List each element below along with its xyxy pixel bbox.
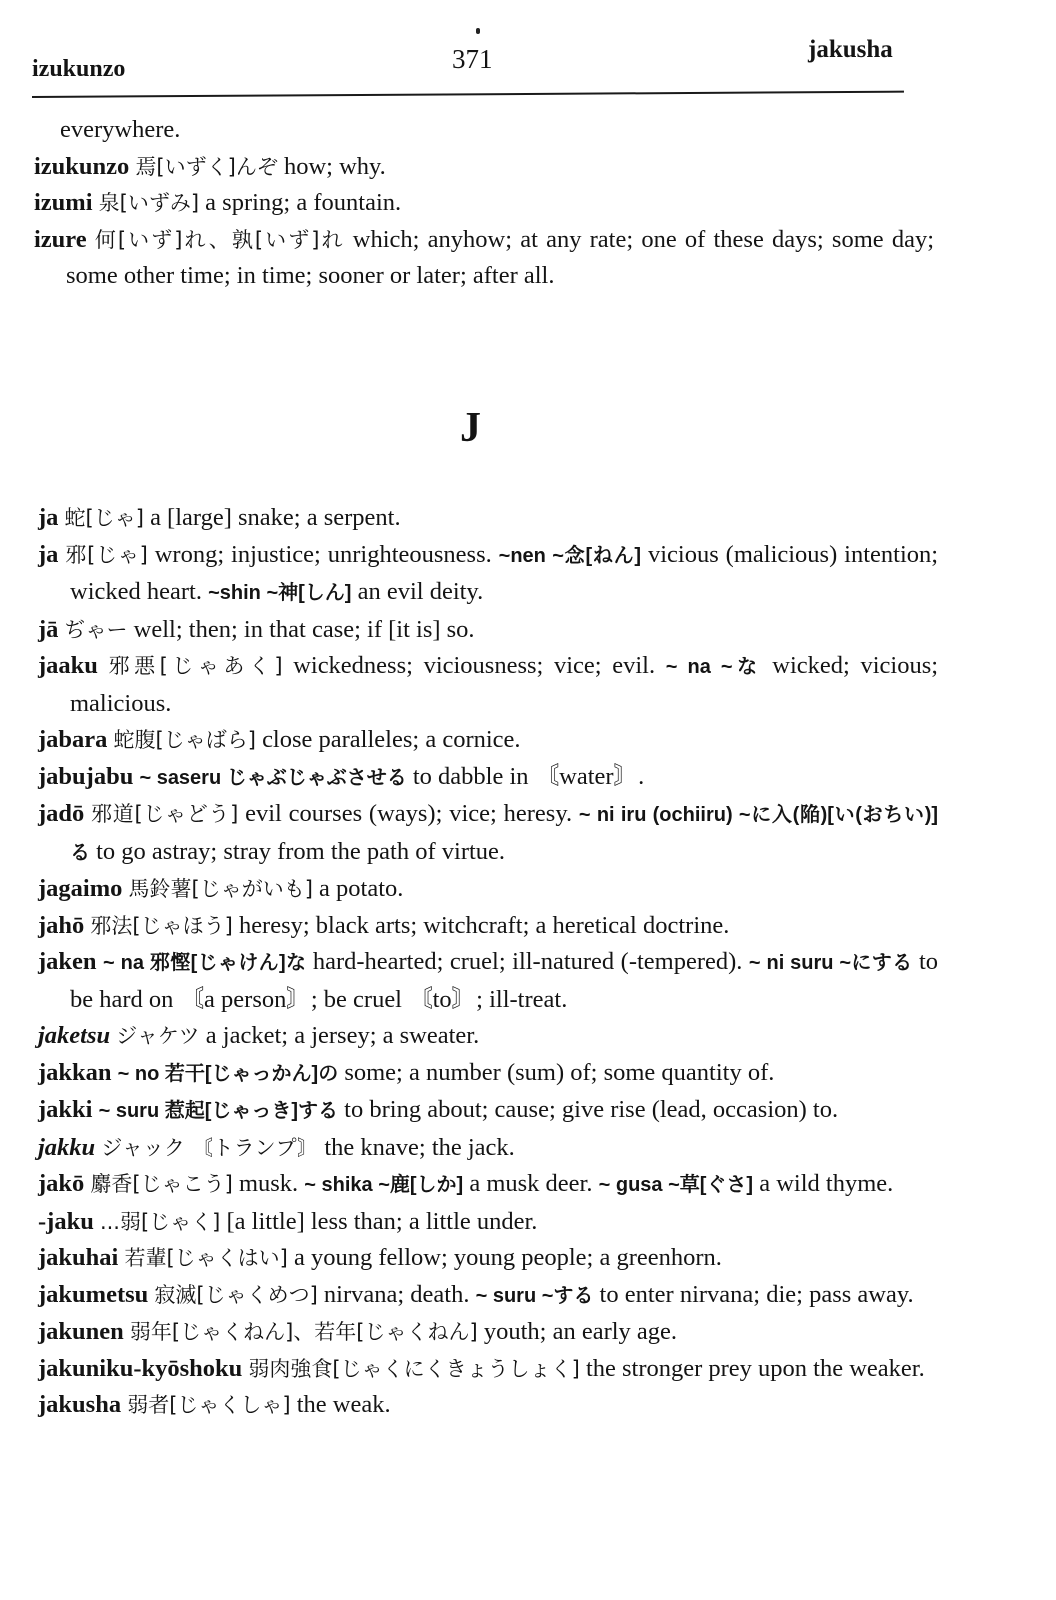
japanese-form: 邪道[じゃどう]	[91, 802, 239, 826]
phrase: ~ shika ~鹿[しか]	[304, 1174, 464, 1196]
phrase: ~ suru ~する	[475, 1284, 594, 1307]
continued-entries	[34, 112, 934, 295]
dictionary-entry	[34, 149, 934, 186]
dictionary-entry	[38, 1277, 938, 1315]
headword: jabara	[38, 726, 108, 753]
definition: a jacket; a jersey; a sweater.	[205, 1022, 480, 1049]
definition: youth; an early age.	[483, 1318, 678, 1345]
headword: ja	[38, 504, 59, 531]
definition: some; a number (sum) of; some quantity of.	[344, 1058, 775, 1086]
headword: jakumetsu	[38, 1280, 149, 1308]
definition: to be hard on 〘a person〙; be cruel 〘to〙; ill-treat.	[70, 948, 939, 1013]
dictionary-entry	[38, 944, 938, 1018]
definition: a wild thyme.	[759, 1170, 894, 1197]
dictionary-entry	[38, 1055, 938, 1093]
headword: jaaku	[38, 652, 98, 679]
definition: to dabble in 〘water〙.	[412, 762, 645, 790]
dictionary-entry	[38, 500, 938, 537]
definition: heresy; black arts; witchcraft; a heretical doctrine.	[238, 911, 730, 939]
phrase: ~ ni suru ~にする	[748, 952, 913, 974]
dictionary-entry	[38, 1314, 938, 1351]
definition: to bring about; cause; give rise (lead, occasion) to.	[344, 1096, 839, 1123]
headword: jakō	[38, 1170, 85, 1197]
definition: a spring; a fountain.	[205, 189, 402, 216]
headword: jakku	[38, 1133, 96, 1161]
japanese-form: 弱者[じゃくしゃ]	[127, 1393, 291, 1417]
japanese-form: 寂滅[じゃくめつ]	[154, 1282, 318, 1307]
phrase: ~ ni iru (ochiiru) ~に入(陥)[い(おちい)]る	[70, 804, 939, 864]
dictionary-entry	[34, 112, 934, 149]
definition: how; why.	[283, 152, 386, 180]
phrase: ~ na 邪慳[じゃけん]な	[103, 952, 307, 974]
definition: wickedness; viciousness; vice; evil.	[293, 652, 656, 679]
dictionary-entry	[38, 759, 938, 797]
dictionary-entry	[38, 648, 938, 722]
dictionary-entry	[38, 537, 938, 612]
definition: which; anyhow; at any rate; one of these days; some day; some other time; in time; sooner or later; after all.	[66, 225, 935, 289]
japanese-form: ...弱[じゃく]	[99, 1209, 221, 1234]
headword: jakkan	[38, 1058, 112, 1086]
dictionary-entry	[38, 1130, 938, 1167]
definition: musk.	[238, 1170, 299, 1197]
dictionary-entry	[38, 1092, 938, 1130]
japanese-form: 若輩[じゃくはい]	[124, 1246, 288, 1270]
japanese-form: 麝香[じゃこう]	[90, 1172, 233, 1196]
speck	[476, 28, 480, 34]
definition: the weak.	[296, 1391, 391, 1418]
page-number: 371	[452, 44, 493, 74]
headword: ja	[38, 540, 59, 568]
headword: jahō	[38, 911, 85, 939]
definition: wrong; injustice; unrighteousness.	[154, 540, 492, 568]
headword: jabujabu	[38, 762, 134, 790]
dictionary-entry	[38, 1387, 938, 1424]
definition: the knave; the jack.	[324, 1133, 515, 1161]
definition: a young fellow; young people; a greenhorn.	[293, 1244, 722, 1271]
phrase: ~nen ~念[ねん]	[498, 544, 642, 567]
japanese-form: 弱年[じゃくねん]、若年[じゃくねん]	[129, 1320, 478, 1344]
definition: an evil deity.	[357, 578, 484, 605]
headword: izukunzo	[34, 152, 130, 180]
definition: vicious (malicious) intention; wicked heart.	[70, 540, 939, 605]
phrase: ~ na ~な	[665, 656, 762, 678]
headword: izure	[34, 225, 87, 253]
definition: wicked; vicious; malicious.	[70, 652, 939, 717]
japanese-form: 蛇[じゃ]	[64, 506, 144, 530]
definition: to go astray; stray from the path of virtue.	[96, 837, 506, 865]
headword: jakuhai	[38, 1244, 119, 1271]
header-rule	[32, 91, 904, 98]
definition: the stronger prey upon the weaker.	[585, 1354, 925, 1382]
section-letter: J	[460, 405, 481, 451]
definition: nirvana; death.	[323, 1280, 470, 1308]
definition: evil courses (ways); vice; heresy.	[245, 800, 573, 827]
japanese-form: 焉[いずく]んぞ	[135, 154, 278, 179]
japanese-form: 泉[いずみ]	[98, 191, 200, 215]
japanese-form: 邪法[じゃほう]	[90, 913, 233, 938]
japanese-form: 何[いず]れ、孰[いず]れ	[94, 227, 345, 252]
headword: -jaku	[38, 1207, 94, 1235]
phrase: ~ saseru じゃぶじゃぶさせる	[139, 766, 407, 789]
dictionary-entry	[38, 1166, 938, 1204]
definition: [a little] less than; a little under.	[226, 1207, 538, 1235]
dictionary-entry	[38, 1204, 938, 1241]
headword: jadō	[38, 800, 85, 827]
headword: jagaimo	[38, 875, 123, 902]
japanese-form: ジャケツ	[116, 1024, 200, 1048]
definition: well; then; in that case; if [it is] so.	[133, 615, 475, 643]
definition: a potato.	[319, 875, 404, 902]
phrase: ~ suru 惹起[じゃっき]する	[98, 1100, 339, 1122]
dictionary-entry	[38, 908, 938, 945]
dictionary-entry	[38, 722, 938, 759]
dictionary-entry	[34, 222, 934, 295]
definition: everywhere.	[60, 116, 181, 143]
headword: jakunen	[38, 1318, 124, 1345]
headword: jakusha	[38, 1391, 122, 1418]
japanese-form: ぢゃー	[64, 617, 128, 642]
japanese-form: 弱肉強食[じゃくにくきょうしょく]	[248, 1356, 580, 1381]
dictionary-entry	[38, 796, 938, 871]
japanese-form: 馬鈴薯[じゃがいも]	[128, 877, 313, 901]
phrase: ~ gusa ~草[ぐさ]	[598, 1174, 754, 1196]
japanese-form: 邪悪[じゃあく]	[108, 654, 283, 678]
definition: a musk deer.	[469, 1170, 593, 1197]
headword: jā	[38, 615, 59, 643]
dictionary-entry	[38, 1351, 938, 1388]
dictionary-entry	[38, 871, 938, 908]
running-head-right: jakusha	[808, 36, 893, 63]
japanese-form: 蛇腹[じゃばら]	[113, 728, 256, 752]
headword: jakuniku-kyōshoku	[38, 1354, 243, 1382]
japanese-form: 邪[じゃ]	[65, 542, 148, 567]
dictionary-entry	[38, 612, 938, 649]
headword: jakki	[38, 1096, 93, 1123]
j-entries	[38, 500, 938, 1424]
headword: jaketsu	[38, 1022, 111, 1049]
definition: to enter nirvana; die; pass away.	[599, 1280, 914, 1308]
headword: izumi	[34, 189, 93, 216]
phrase: ~ no 若干[じゃっかん]の	[117, 1062, 339, 1085]
japanese-form: ジャック 〘トランプ〙	[101, 1135, 319, 1160]
headword: jaken	[38, 948, 97, 975]
dictionary-entry	[34, 185, 934, 222]
dictionary-entry	[38, 1240, 938, 1277]
definition: hard-hearted; cruel; ill-natured (-tempered).	[312, 948, 743, 975]
definition: a [large] snake; a serpent.	[150, 504, 401, 531]
running-head-left: izukunzo	[32, 56, 126, 82]
definition: close paralleles; a cornice.	[262, 726, 521, 753]
phrase: ~shin ~神[しん]	[208, 582, 352, 604]
dictionary-entry	[38, 1018, 938, 1055]
